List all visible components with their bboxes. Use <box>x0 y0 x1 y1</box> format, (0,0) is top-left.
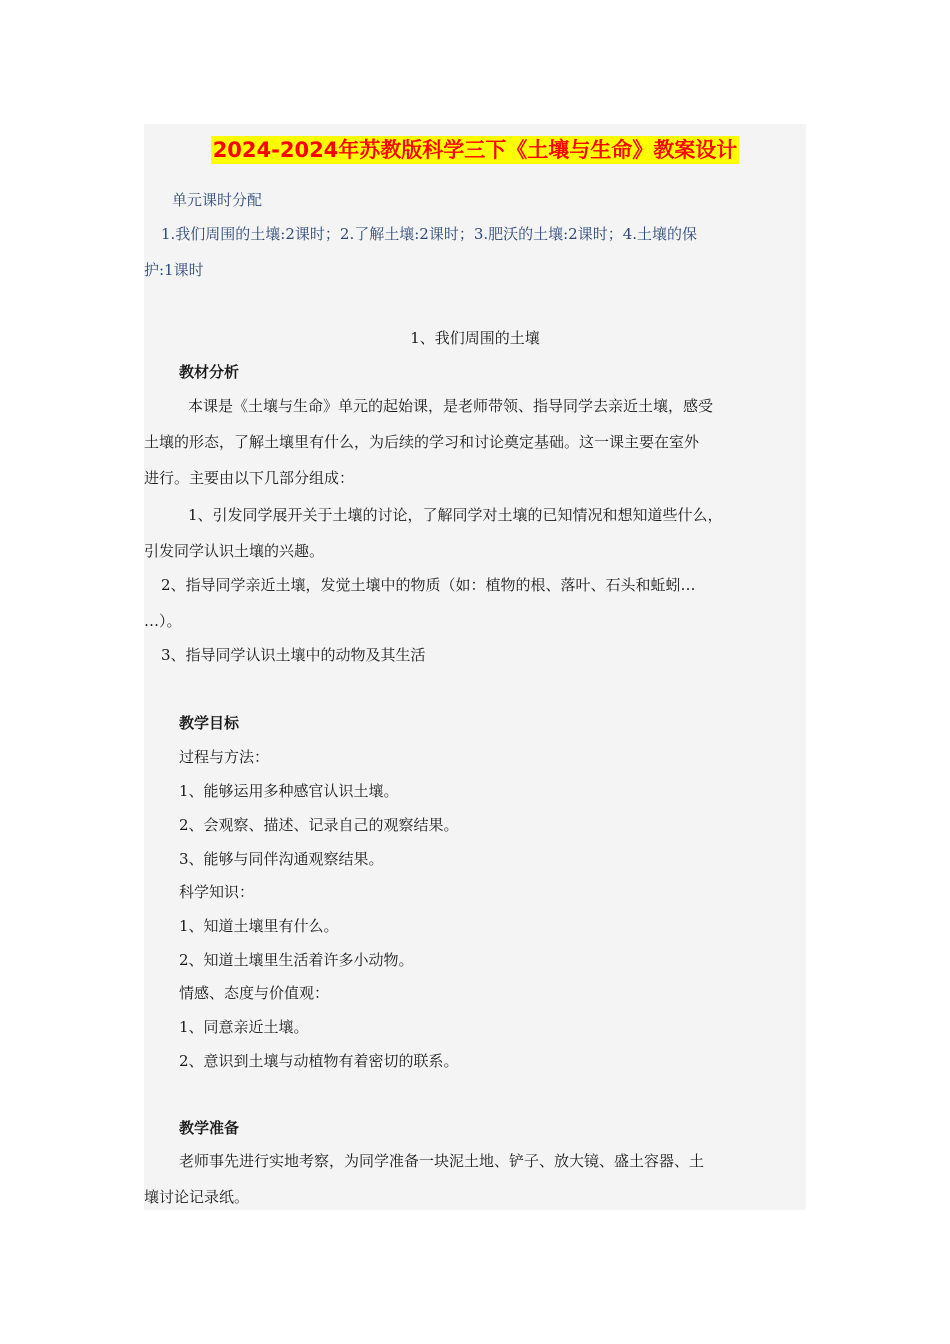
analysis-item-1-line-1: 1、引发同学展开关于土壤的讨论，了解同学对土壤的已知情况和想知道些什么， <box>188 506 723 524</box>
goals-process-1: 1、能够运用多种感官认识土壤。 <box>179 782 399 800</box>
goals-process-3: 3、能够与同伴沟通观察结果。 <box>179 850 384 868</box>
analysis-heading: 教材分析 <box>179 363 240 381</box>
document-page <box>144 124 806 1210</box>
goals-process-heading: 过程与方法： <box>179 748 270 766</box>
goals-knowledge-heading: 科学知识： <box>179 883 255 901</box>
title-wrap <box>144 136 806 164</box>
goals-attitude-heading: 情感、态度与价值观： <box>179 984 330 1002</box>
goals-attitude-2: 2、意识到土壤与动植物有着密切的联系。 <box>179 1052 459 1070</box>
unit-allocation-line-2: 护:1课时 <box>144 261 204 279</box>
goals-heading: 教学目标 <box>179 714 240 732</box>
document-title: 2024-2024年苏教版科学三下《土壤与生命》教案设计 <box>212 138 738 162</box>
goals-knowledge-1: 1、知道土壤里有什么。 <box>179 917 339 935</box>
analysis-paragraph-line-1: 本课是《土壤与生命》单元的起始课，是老师带领、指导同学去亲近土壤，感受 <box>188 397 714 415</box>
analysis-paragraph-line-3: 进行。主要由以下几部分组成： <box>144 469 355 487</box>
preparation-heading: 教学准备 <box>179 1119 240 1137</box>
analysis-paragraph-line-2: 土壤的形态，了解土壤里有什么，为后续的学习和讨论奠定基础。这一课主要在室外 <box>144 433 700 451</box>
preparation-line-1: 老师事先进行实地考察，为同学准备一块泥土地、铲子、放大镜、盛土容器、土 <box>179 1152 705 1170</box>
analysis-item-2-line-2: …）。 <box>144 612 182 630</box>
analysis-item-1-line-2: 引发同学认识土壤的兴趣。 <box>144 542 325 560</box>
lesson-title: 1、我们周围的土壤 <box>410 329 540 347</box>
preparation-line-2: 壤讨论记录纸。 <box>144 1188 250 1206</box>
goals-attitude-1: 1、同意亲近土壤。 <box>179 1018 309 1036</box>
unit-allocation-line-1: 1.我们周围的土壤:2课时；2.了解土壤:2课时；3.肥沃的土壤:2课时；4.土壤的保 <box>161 225 698 243</box>
goals-process-2: 2、会观察、描述、记录自己的观察结果。 <box>179 816 459 834</box>
goals-knowledge-2: 2、知道土壤里生活着许多小动物。 <box>179 951 414 969</box>
analysis-item-3: 3、指导同学认识土壤中的动物及其生活 <box>161 646 426 664</box>
analysis-item-2-line-1: 2、指导同学亲近土壤，发觉土壤中的物质（如：植物的根、落叶、石头和蚯蚓… <box>161 576 696 594</box>
unit-allocation-heading: 单元课时分配 <box>172 191 263 209</box>
